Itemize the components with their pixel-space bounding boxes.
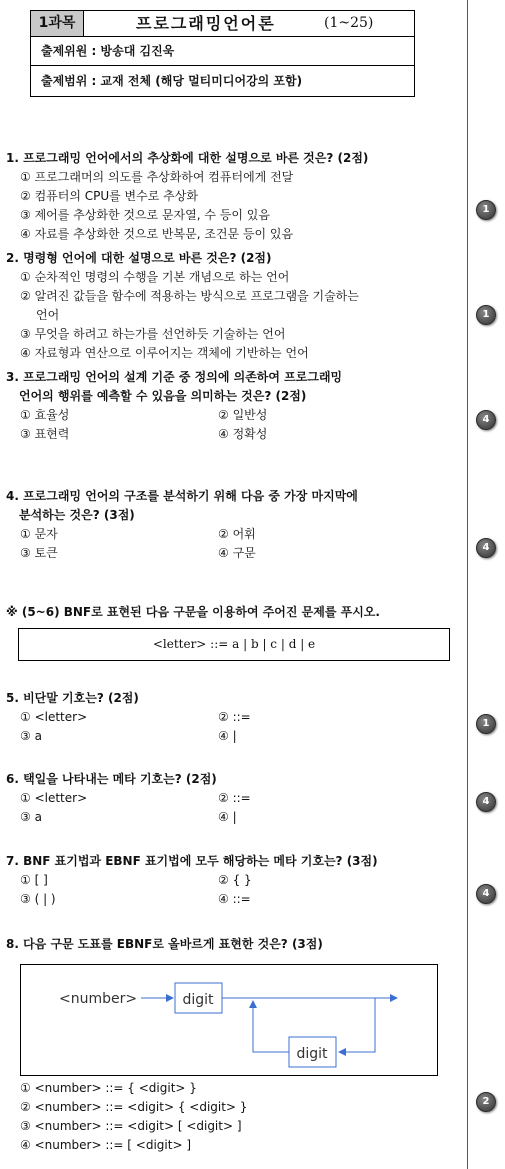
answer-badge-5: 1 bbox=[476, 714, 496, 734]
question-title: 6. 택일을 나타내는 메타 기호는? (2점) bbox=[6, 772, 217, 786]
option[interactable]: ④ 정확성 bbox=[218, 427, 268, 441]
question-6 bbox=[6, 770, 458, 827]
option[interactable]: ① [ ] bbox=[20, 873, 48, 887]
loop-line bbox=[253, 1001, 289, 1052]
subject-header bbox=[30, 10, 415, 97]
margin-divider bbox=[467, 0, 468, 1169]
answer-badge-6: 4 bbox=[476, 792, 496, 812]
option[interactable]: ① 프로그래머의 의도를 추상화하여 컴퓨터에게 전달 bbox=[20, 170, 294, 184]
question-5 bbox=[6, 689, 458, 746]
question-8-options bbox=[6, 1079, 458, 1155]
author-line: 출제위원 : 방송대 김진욱 bbox=[31, 37, 414, 66]
option[interactable]: ③ <number> ::= <digit> [ <digit> ] bbox=[20, 1119, 242, 1133]
option[interactable]: ② 어휘 bbox=[218, 527, 256, 541]
option[interactable]: ① <letter> bbox=[20, 710, 88, 724]
question-1 bbox=[6, 149, 458, 244]
question-title: 8. 다음 구문 도표를 EBNF로 올바르게 표현한 것은? (3점) bbox=[6, 937, 323, 951]
option[interactable]: ② ::= bbox=[218, 791, 251, 805]
option[interactable]: ④ | bbox=[218, 729, 237, 743]
diagram-nonterminal: <number> bbox=[59, 991, 138, 1007]
question-title: 1. 프로그래밍 언어에서의 추상화에 대한 설명으로 바른 것은? (2점) bbox=[6, 151, 369, 165]
loop-line bbox=[339, 998, 375, 1052]
option[interactable]: ③ a bbox=[20, 810, 42, 824]
question-title-line2: 언어의 행위를 예측할 수 있음을 의미하는 것은? (2점) bbox=[19, 389, 307, 403]
digit-box-2-label: digit bbox=[296, 1046, 328, 1062]
option[interactable]: ① 순차적인 명령의 수행을 기본 개념으로 하는 언어 bbox=[20, 270, 290, 284]
question-title: 7. BNF 표기법과 EBNF 표기법에 모두 해당하는 메타 기호는? (3점) bbox=[6, 854, 378, 868]
option-continuation: 언어 bbox=[36, 308, 60, 322]
answer-badge-2: 1 bbox=[476, 305, 496, 325]
option[interactable]: ④ ::= bbox=[218, 892, 251, 906]
question-range: (1~25) bbox=[324, 15, 374, 31]
question-4 bbox=[6, 487, 458, 563]
option[interactable]: ③ 표현력 bbox=[20, 427, 70, 441]
scope-line: 출제범위 : 교재 전체 (해당 멀티미디어강의 포함) bbox=[41, 74, 303, 88]
answer-badge-8: 2 bbox=[476, 1092, 496, 1112]
subject-code: 1과목 bbox=[31, 11, 84, 36]
option[interactable]: ③ 무엇을 하려고 하는가를 선언하듯 기술하는 언어 bbox=[20, 327, 286, 341]
option[interactable]: ② ::= bbox=[218, 710, 251, 724]
syntax-diagram-graphic bbox=[21, 965, 437, 1075]
instruction-note: ※ (5~6) BNF로 표현된 다음 구문을 이용하여 주어진 문제를 푸시오. bbox=[6, 605, 380, 619]
question-3 bbox=[6, 368, 458, 444]
answer-badge-7: 4 bbox=[476, 884, 496, 904]
option[interactable]: ④ <number> ::= [ <digit> ] bbox=[20, 1138, 191, 1152]
option[interactable]: ② 컴퓨터의 CPU를 변수로 추상화 bbox=[20, 189, 198, 203]
question-7 bbox=[6, 852, 458, 909]
option[interactable]: ③ ( | ) bbox=[20, 892, 56, 906]
option[interactable]: ② <number> ::= <digit> { <digit> } bbox=[20, 1100, 248, 1114]
bnf-rule-box: <letter> ::= a | b | c | d | e bbox=[18, 628, 450, 661]
option[interactable]: ② { } bbox=[218, 873, 252, 887]
option[interactable]: ② 일반성 bbox=[218, 408, 268, 422]
question-title-line2: 분석하는 것은? (3점) bbox=[19, 508, 135, 522]
option[interactable]: ③ 제어를 추상화한 것으로 문자열, 수 등이 있음 bbox=[20, 208, 270, 222]
question-2 bbox=[6, 249, 458, 363]
option[interactable]: ① <letter> bbox=[20, 791, 88, 805]
question-title: 2. 명령형 언어에 대한 설명으로 바른 것은? (2점) bbox=[6, 251, 272, 265]
answer-badge-3: 4 bbox=[476, 410, 496, 430]
option[interactable]: ③ a bbox=[20, 729, 42, 743]
option[interactable]: ③ 토큰 bbox=[20, 546, 58, 560]
question-title: 5. 비단말 기호는? (2점) bbox=[6, 691, 139, 705]
option[interactable]: ④ 자료를 추상화한 것으로 반복문, 조건문 등이 있음 bbox=[20, 227, 294, 241]
answer-badge-1: 1 bbox=[476, 200, 496, 220]
question-title-line1: 3. 프로그래밍 언어의 설계 기준 중 정의에 의존하여 프로그래밍 bbox=[6, 370, 343, 384]
digit-box-1-label: digit bbox=[182, 992, 214, 1008]
question-title-line1: 4. 프로그래밍 언어의 구조를 분석하기 위해 다음 중 가장 마지막에 bbox=[6, 489, 358, 503]
question-8 bbox=[6, 935, 458, 954]
answer-badge-4: 4 bbox=[476, 538, 496, 558]
option[interactable]: ④ | bbox=[218, 810, 237, 824]
option[interactable]: ② 알려진 값들을 함수에 적용하는 방식으로 프로그램을 기술하는 bbox=[20, 289, 359, 303]
question-title bbox=[6, 368, 458, 406]
option[interactable]: ① 문자 bbox=[20, 527, 58, 541]
subject-title: 프로그래밍언어론 bbox=[136, 14, 276, 33]
option[interactable]: ④ 자료형과 연산으로 이루어지는 객체에 기반하는 언어 bbox=[20, 346, 309, 360]
option[interactable]: ① <number> ::= { <digit> } bbox=[20, 1081, 197, 1095]
syntax-diagram bbox=[20, 964, 438, 1076]
option[interactable]: ④ 구문 bbox=[218, 546, 256, 560]
question-title bbox=[6, 487, 458, 525]
option[interactable]: ① 효율성 bbox=[20, 408, 70, 422]
